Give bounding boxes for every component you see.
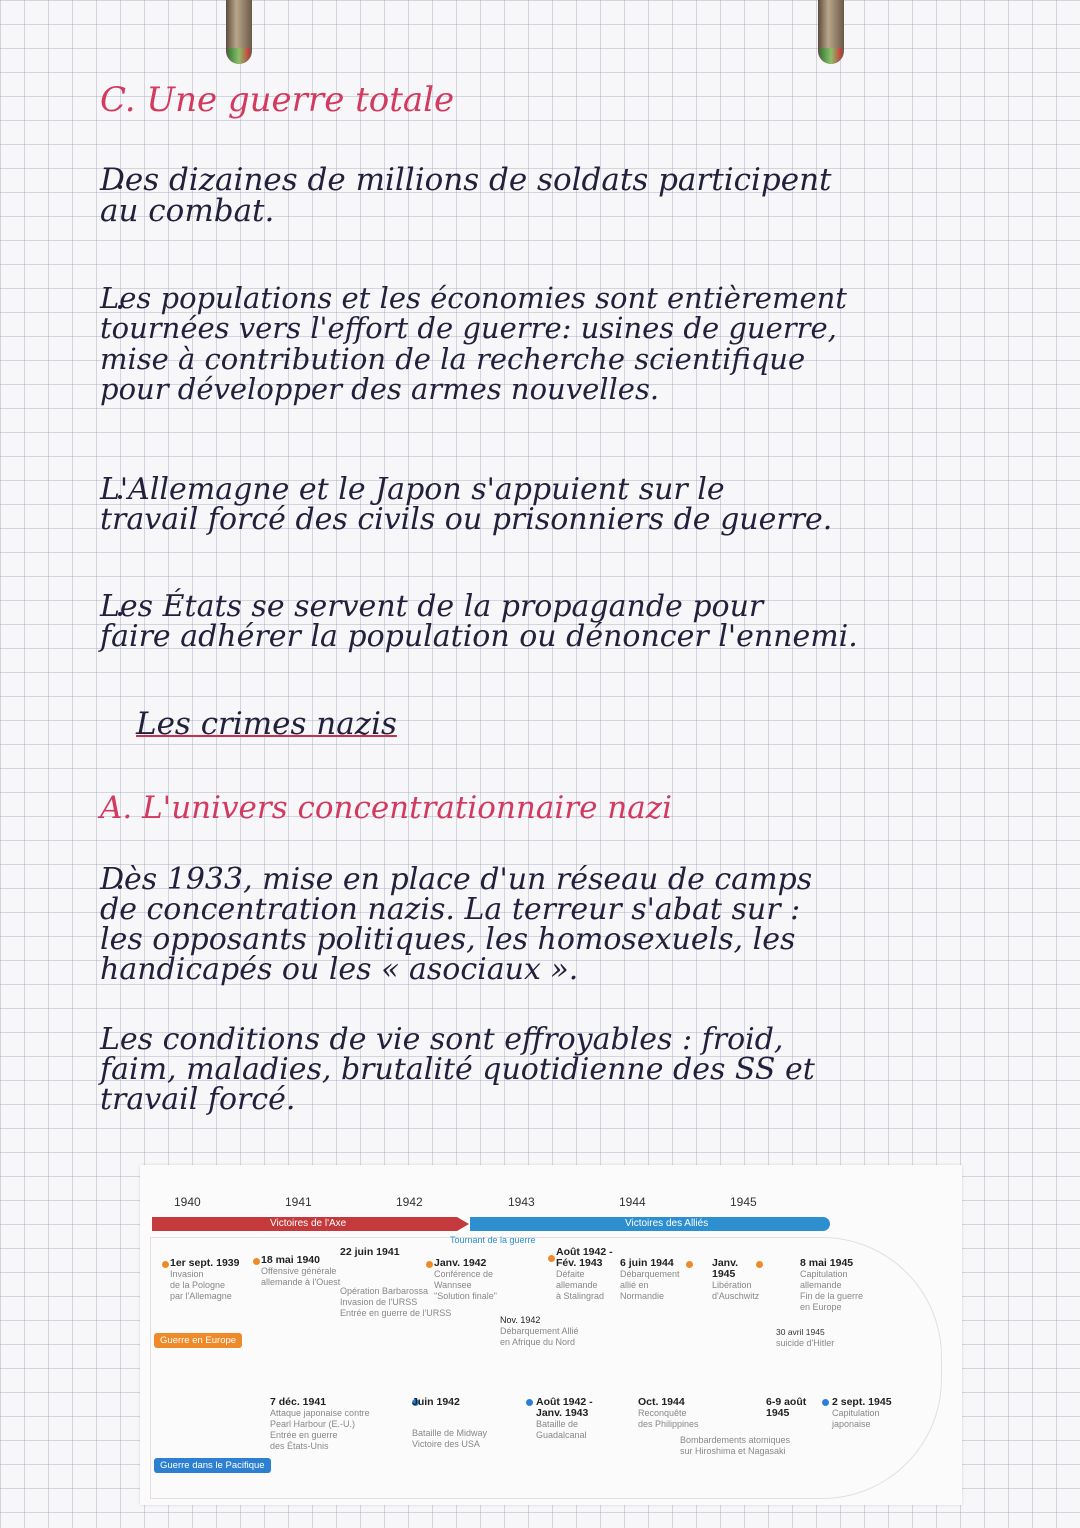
event-europe-2: 22 juin 1941 Opération Barbarossa Invasion de l'URSS Entrée en guerre de l'URSS	[340, 1246, 452, 1318]
timeline-card	[140, 1165, 962, 1505]
event-marker	[162, 1261, 169, 1268]
timeline-year: 1943	[508, 1195, 535, 1209]
section-a-paragraph-1: Dès 1933, mise en place d'un réseau de camps de concentration nazis. La terreur s'abat sur : les opposants politiques, les homosexuels, les handicapés ou les « asociaux ».	[100, 862, 813, 987]
event-europe-7: Janv. 1945 Libération d'Auschwitz	[712, 1257, 760, 1301]
event-europe-1: 18 mai 1940 Offensive générale allemande à l'Ouest	[261, 1254, 341, 1287]
event-europe-5: Août 1942 - Fév. 1943 Défaite allemande à Stalingrad	[556, 1246, 613, 1301]
section-c-paragraph-2: Les populations et les économies sont entièrement tournées vers l'effort de guerre: usines de guerre, mise à contribution de la recherche scientifique pour développer des armes nouvelles.	[100, 281, 847, 407]
part-heading: Les crimes nazis	[136, 706, 397, 742]
axis-victories-arrow	[457, 1217, 469, 1231]
europe-tag: Guerre en Europe	[154, 1333, 242, 1348]
event-marker	[426, 1261, 433, 1268]
timeline-year: 1942	[396, 1195, 423, 1209]
turning-point-label: Tournant de la guerre	[450, 1235, 536, 1245]
section-a-paragraph-2: Les conditions de vie sont effroyables : froid, faim, maladies, brutalité quotidienne des SS et travail forcé.	[100, 1022, 815, 1117]
event-marker	[686, 1261, 693, 1268]
event-marker	[822, 1399, 829, 1406]
event-pacific-2: Août 1942 - Janv. 1943 Bataille de Guadalcanal	[536, 1396, 593, 1440]
axis-victories-label: Victoires de l'Axe	[270, 1218, 347, 1229]
event-europe-6: 6 juin 1944 Débarquement allié en Normandie	[620, 1257, 680, 1301]
event-pacific-4-note: Bombardements atomiques sur Hiroshima et Nagasaki	[680, 1435, 791, 1456]
timeline-year: 1945	[730, 1195, 757, 1209]
event-pacific-1: Juin 1942 Bataille de Midway Victoire des USA	[412, 1396, 488, 1449]
section-c-title: C. Une guerre totale	[100, 80, 455, 120]
section-c-paragraph-1: Des dizaines de millions de soldats participent au combat.	[100, 162, 832, 229]
event-pacific-0: 7 déc. 1941 Attaque japonaise contre Pearl Harbour (E.-U.) Entrée en guerre des États-Unis	[270, 1396, 370, 1451]
timeline-year: 1941	[285, 1195, 312, 1209]
timeline-year: 1944	[619, 1195, 646, 1209]
section-c-paragraph-3: L'Allemagne et le Japon s'appuient sur le travail forcé des civils ou prisonniers de guerre.	[100, 472, 833, 537]
event-marker	[253, 1258, 260, 1265]
event-europe-4: Nov. 1942 Débarquement Allié en Afrique du Nord	[500, 1315, 579, 1347]
pacific-tag: Guerre dans le Pacifique	[154, 1458, 271, 1473]
event-europe-3: Janv. 1942 Conférence de Wannsee "Solution finale"	[434, 1257, 497, 1301]
event-pacific-4: 6-9 août 1945	[766, 1396, 807, 1419]
allies-victories-label: Victoires des Alliés	[625, 1218, 709, 1229]
event-pacific-3: Oct. 1944 Reconquête des Philippines	[638, 1396, 699, 1429]
section-a-title: A. L'univers concentrationnaire nazi	[100, 790, 672, 826]
event-europe-0: 1er sept. 1939 Invasion de la Pologne par l'Allemagne	[170, 1257, 240, 1301]
section-c-paragraph-4: Les États se servent de la propagande pour faire adhérer la population ou dénoncer l'ennemi.	[100, 589, 858, 654]
binder-ring-left	[226, 0, 252, 64]
event-marker	[526, 1399, 533, 1406]
event-europe-8: 8 mai 1945 Capitulation allemande Fin de la guerre en Europe	[800, 1257, 864, 1312]
event-europe-9: 30 avril 1945 suicide d'Hitler	[776, 1327, 835, 1348]
event-marker	[548, 1255, 555, 1262]
event-marker	[756, 1261, 763, 1268]
event-pacific-5: 2 sept. 1945 Capitulation japonaise	[832, 1396, 892, 1429]
binder-ring-right	[818, 0, 844, 64]
timeline-year: 1940	[174, 1195, 201, 1209]
